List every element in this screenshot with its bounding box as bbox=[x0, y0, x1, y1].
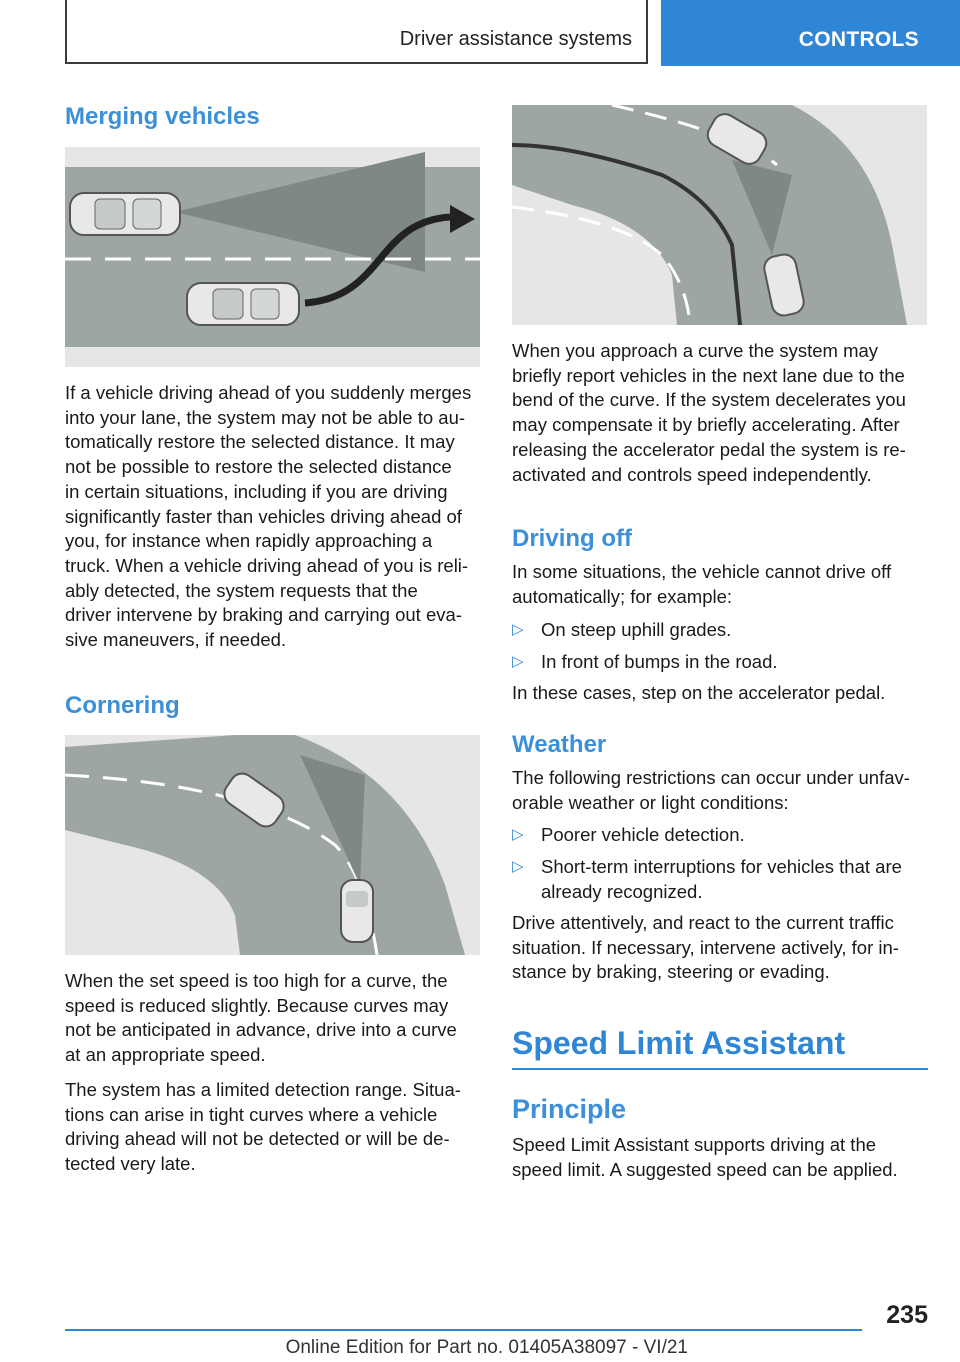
principle-text: Speed Limit Assistant supports driving at the speed limit. A suggested speed can be applied. bbox=[512, 1134, 898, 1180]
own-car-icon bbox=[341, 880, 373, 942]
list-item: ▷ Poorer vehicle detection. bbox=[512, 823, 937, 848]
merging-car-icon bbox=[187, 283, 299, 325]
curve-lane-text: When you approach a curve the system may briefly report vehicles in the next lane due to the bend of the curve. If the system decelerates you may compensate it by briefly accelerating. After releasing the accelerator pedal the system is re‐ activated and controls speed independently. bbox=[512, 340, 906, 485]
header-frame bbox=[65, 0, 648, 64]
car-ahead-icon bbox=[70, 193, 180, 235]
principle-heading: Principle bbox=[512, 1094, 627, 1124]
driving-off-outro: In these cases, step on the accelerator pedal. bbox=[512, 682, 886, 703]
weather-intro: The following restrictions can occur under unfav‐ orable weather or light conditions: bbox=[512, 767, 910, 813]
chapter-tab[interactable] bbox=[661, 0, 960, 66]
cornering-text-2: The system has a limited detection range. Situa‐ tions can arise in tight curves where a vehicle driving ahead will not be detected or will be de‐ tected very late. bbox=[65, 1079, 461, 1175]
cornering-heading: Cornering bbox=[65, 692, 180, 719]
list-item: ▷ In front of bumps in the road. bbox=[512, 650, 937, 675]
chapter-tab-label: CONTROLS bbox=[798, 28, 919, 51]
list-item: ▷ Short-term interruptions for vehicles that are already recognized. bbox=[512, 856, 902, 902]
edition-footer: Online Edition for Part no. 01405A38097 - VI/21 bbox=[285, 1337, 688, 1358]
merging-vehicles-illustration bbox=[65, 147, 480, 367]
footer-rule bbox=[65, 1329, 862, 1331]
weather-heading: Weather bbox=[512, 731, 607, 758]
section-title: Driver assistance systems bbox=[399, 28, 632, 50]
triangle-right-outline-icon: ▷ bbox=[512, 826, 524, 843]
driving-off-heading: Driving off bbox=[512, 525, 632, 552]
cornering-illustration bbox=[65, 735, 480, 955]
list-item: ▷ On steep uphill grades. bbox=[512, 618, 937, 643]
driving-off-intro: In some situations, the vehicle cannot drive off automatically; for example: bbox=[512, 561, 892, 607]
triangle-right-outline-icon: ▷ bbox=[512, 621, 524, 638]
curve-lane-illustration bbox=[512, 105, 927, 325]
speed-limit-assistant-title: Speed Limit Assistant bbox=[512, 1025, 846, 1061]
page-number: 235 bbox=[886, 1301, 928, 1329]
triangle-right-outline-icon: ▷ bbox=[512, 653, 524, 670]
merging-vehicles-text: If a vehicle driving ahead of you suddenly merges into your lane, the system may not be able to au‐ tomatically restore the selected distance. It may not be possible to restore the selected distance in certain situations, including if you are driving significantly faster than vehicles driving ahead of you, for instance when rapidly approaching a truck. When a vehicle driving ahead of you is reli‐ ably detected, the system requests that the driver intervene by braking and carrying out eva‐ sive maneuvers, if needed. bbox=[65, 382, 472, 651]
triangle-right-outline-icon: ▷ bbox=[512, 858, 524, 875]
cornering-text-1: When the set speed is too high for a curve, the speed is reduced slightly. Because curves may not be anticipated in advance, drive into a curve at an appropriate speed. bbox=[65, 970, 457, 1066]
title-underline bbox=[512, 1068, 928, 1070]
weather-outro: Drive attentively, and react to the current traffic situation. If necessary, intervene actively, for in‐ stance by braking, steering or evading. bbox=[512, 912, 899, 983]
merging-vehicles-heading: Merging vehicles bbox=[65, 103, 260, 130]
